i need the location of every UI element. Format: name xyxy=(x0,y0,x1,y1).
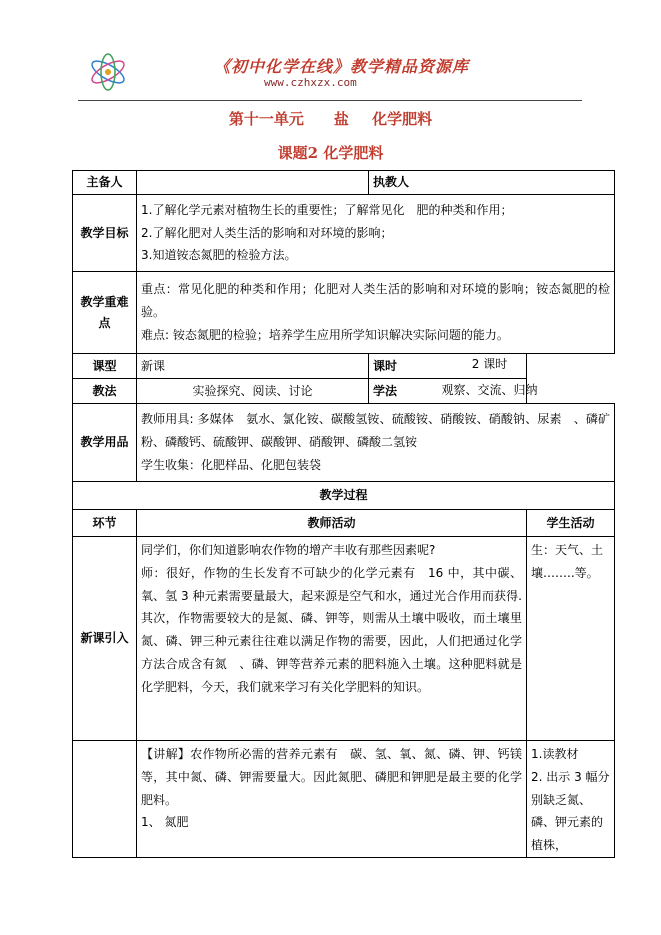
unit-title: 第十一单元 盐 化学肥料 xyxy=(228,110,433,128)
lesson-plan-table xyxy=(72,170,615,858)
learn-label: 学法 xyxy=(369,379,527,404)
explain-row xyxy=(73,741,615,858)
supplies-label: 教学用品 xyxy=(73,404,137,482)
key-point-text: 重点：常见化肥的种类和作用；化肥对人类生活的影响和对环境的影响；铵态氮肥的检验。 xyxy=(141,282,611,320)
goal-item: 3.知道铵态氮肥的检验方法。 xyxy=(141,248,297,263)
process-header-row xyxy=(73,510,615,537)
student-step: 1.读教材 xyxy=(531,747,579,761)
explain-label xyxy=(73,741,137,858)
preparer-label: 主备人 xyxy=(73,171,137,195)
teacher-value xyxy=(365,171,614,194)
supplies-row xyxy=(73,404,615,482)
intro-student-cell: 生：天气、土壤……..等。 xyxy=(527,537,615,741)
explain-item: 1、 氮肥 xyxy=(141,815,189,830)
hours-label: 课时 xyxy=(369,354,527,379)
header xyxy=(78,46,582,98)
learn-value-overlay: 观察、交流、归纳 xyxy=(441,383,538,397)
goal-item: 2.了解化肥对人类生活的影响和对环境的影响； xyxy=(141,225,393,240)
header-divider xyxy=(78,100,582,101)
keypoints-row xyxy=(73,272,615,354)
explain-text: 【讲解】农作物所必需的营养元素有 碳、氢、氧、氮、磷、钾、钙镁等，其中氮、磷、钾需要量大。因此氮肥、磷肥和钾肥是最主要的化学肥料。 xyxy=(141,747,522,807)
method-label: 教法 xyxy=(73,379,137,404)
type-value: 新课 xyxy=(137,354,369,379)
preparer-value xyxy=(137,171,369,195)
banner-title: 《初中化学在线》教学精品资源库 xyxy=(214,57,470,76)
process-title: 教学过程 xyxy=(73,482,615,510)
difficulty-text: 难点: 铵态氮肥的检验；培养学生应用所学知识解决实际问题的能力。 xyxy=(141,327,509,342)
intro-question: 同学们，你们知道影响农作物的增产丰收有那些因素呢? xyxy=(141,543,436,557)
intro-label: 新课引入 xyxy=(73,537,137,741)
intro-teacher-cell xyxy=(137,537,527,741)
goal-item: 1.了解化学元素对植物生长的重要性；了解常见化 肥的种类和作用； xyxy=(141,202,513,217)
goals-cell xyxy=(137,195,615,272)
goals-row xyxy=(73,195,615,272)
goals-label: 教学目标 xyxy=(73,195,137,272)
supplies-teacher: 教师用具: 多媒体 氨水、氯化铵、碳酸氢铵、硫酸铵、硝酸铵、硝酸钠、尿素 、磷矿粉、磷酸钙、硫酸钾、碳酸钾、硝酸钾、磷酸二氢铵 xyxy=(141,412,611,450)
intro-explanation: 师：很好，作物的生长发育不可缺少的化学元素有 16 中，其中碳、氧、氢 3 种元素需要量最大，起来源是空气和水，通过光合作用而获得.其次，作物需要较大的是氮、磷、钾等，则需从土壤中吸收，而土壤里氮、磷、钾三种元素往往难以满足作物的需要，因此，人们把通过化学方法合成含有氮 、磷、钾等营养元素的肥料施入土壤。这种肥料就是化学肥料，今天，我们就来学习有关化学肥料的知识。 xyxy=(141,565,522,694)
process-title-row xyxy=(73,482,615,510)
molecule-logo-icon xyxy=(86,52,130,92)
hours-value-overlay: 2 课时 xyxy=(471,357,508,371)
teacher-label: 执教人 xyxy=(369,171,615,195)
method-value: 实验探究、阅读、讨论 xyxy=(137,379,369,404)
explain-student-cell xyxy=(527,741,615,858)
type-label: 课型 xyxy=(73,354,137,379)
keypoints-cell xyxy=(137,272,615,354)
banner-url: www.czhxzx.com xyxy=(264,76,357,89)
supplies-student: 学生收集：化肥样品、化肥包装袋 xyxy=(141,457,322,472)
intro-row xyxy=(73,537,615,741)
student-step: 2. 出示 3 幅分别缺乏氮、磷、钾元素的植株， xyxy=(531,769,610,853)
col-teacher: 教师活动 xyxy=(137,510,527,537)
col-stage: 环节 xyxy=(73,510,137,537)
supplies-cell xyxy=(137,404,615,482)
lesson-title: 课题2 化学肥料 xyxy=(277,144,384,162)
col-student: 学生活动 xyxy=(527,510,615,537)
keypoints-label: 教学重难点 xyxy=(73,272,137,354)
explain-teacher-cell xyxy=(137,741,527,858)
